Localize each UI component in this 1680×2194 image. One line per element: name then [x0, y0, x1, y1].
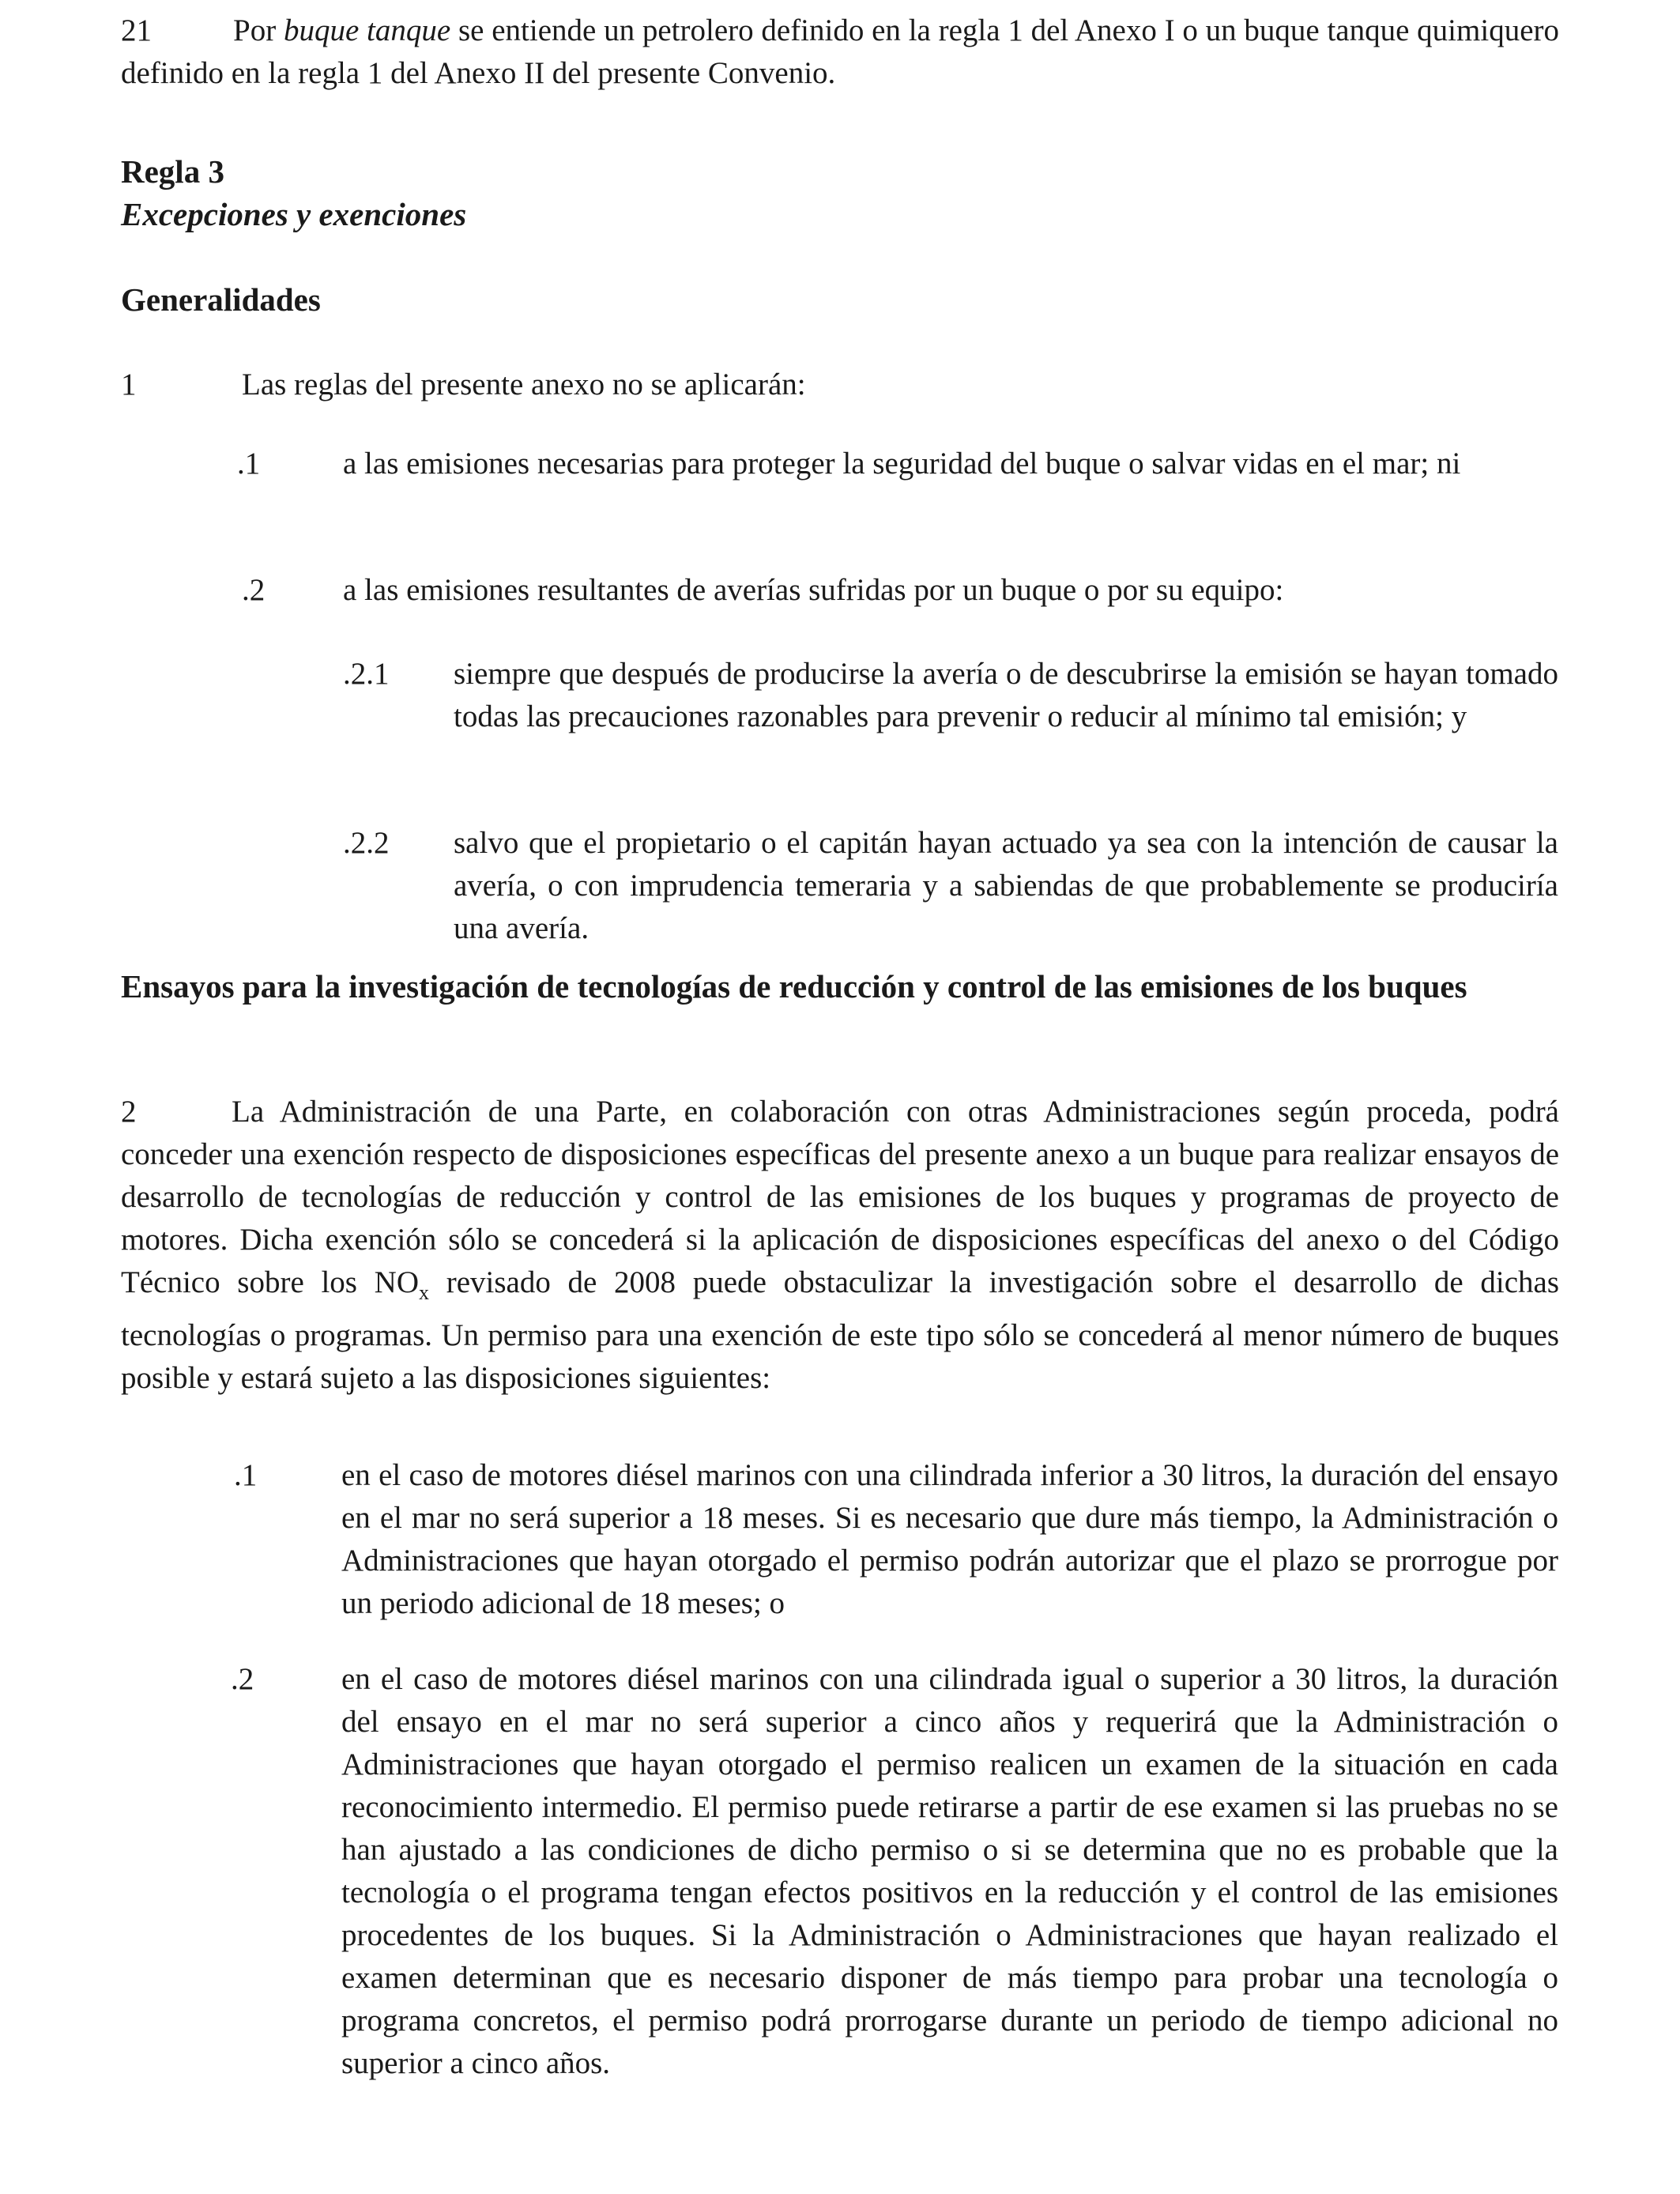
paragraph-1-text: Las reglas del presente anexo no se aplicarán: [242, 368, 806, 401]
paragraph-text-part2: revisado de 2008 puede obstaculizar la investigación sobre el desarrollo de dichas tecnologías o programas. Un permiso para una exención de este tipo sólo se concederá al menor número de buques posible y estará sujeto a las disposiciones siguientes: [121, 1265, 1560, 1395]
subitem-number: .2.1 [343, 657, 390, 691]
paragraph-text-part1: La Administración de una Parte, en colaboración con otras Administraciones según proceda, podrá conceder una exención respecto de disposiciones específicas del presente anexo a un buque para realizar ensayos de desarrollo de tecnologías de reducción y control de las emisiones de los buques y programas de proyecto de motores. Dicha exención sólo se concederá si la aplicación de disposiciones específicas del anexo o del Código Técnico sobre los NO [121, 1095, 1559, 1299]
item-number: .2 [231, 1662, 254, 1696]
rule-title: Regla 3 [121, 153, 224, 190]
paragraph-number: 21 [121, 13, 152, 47]
paragraph-2 [121, 1091, 1559, 1400]
item-number: .1 [234, 1458, 258, 1492]
item-text: en el caso de motores diésel marinos con una cilindrada igual o superior a 30 litros, la duración del ensayo en el mar no será superior a cinco años y requerirá que la Administración o Administraciones que hayan otorgado el permiso realicen un examen de la situación en cada reconocimiento intermedio. El permiso puede retirarse a partir de ese examen si las pruebas no se han ajustado a las condiciones de dicho permiso o si se determina que no es probable que la tecnología o el programa tengan efectos positivos en la reducción y el control de las emisiones procedentes de los buques. Si la Administración o Administraciones que hayan realizado el examen determinan que es necesario disponer de más tiempo para probar una tecnología o programa concretos, el permiso podrá prorrogarse durante un periodo de tiempo adicional no superior a cinco años. [341, 1662, 1558, 2080]
subitem-text: siempre que después de producirse la avería o de descubrirse la emisión se hayan tomado todas las precauciones razonables para prevenir o reducir al mínimo tal emisión; y [454, 657, 1558, 733]
paragraph-number: 1 [121, 368, 137, 401]
item-text: en el caso de motores diésel marinos con una cilindrada inferior a 30 litros, la duración del ensayo en el mar no será superior a 18 meses. Si es necesario que dure más tiempo, la Administración o Administraciones que hayan otorgado el permiso podrán autorizar que el plazo se prorrogue por un periodo adicional de 18 meses; o [341, 1458, 1558, 1620]
paragraph-number: 2 [121, 1095, 137, 1129]
section-heading-ensayos: Ensayos para la investigación de tecnologías de reducción y control de las emisiones de los buques [121, 968, 1467, 1005]
paragraph-text-prefix: Por [233, 13, 284, 47]
paragraph-21 [121, 9, 1559, 95]
item-number: .2 [242, 573, 266, 607]
defined-term: buque tanque [283, 13, 451, 47]
item-text: a las emisiones resultantes de averías sufridas por un buque o por su equipo: [343, 573, 1284, 607]
paragraph-text-suffix: se entiende un petrolero definido en la regla 1 del Anexo I o un buque tanque quimiquero definido en la regla 1 del Anexo II del presente Convenio. [121, 13, 1559, 90]
rule-subtitle: Excepciones y exenciones [121, 196, 467, 232]
subitem-number: .2.2 [343, 826, 390, 860]
item-text: a las emisiones necesarias para proteger la seguridad del buque o salvar vidas en el mar; ni [343, 447, 1461, 481]
subscript-x: x [419, 1280, 430, 1304]
subitem-text: salvo que el propietario o el capitán hayan actuado ya sea con la intención de causar la avería, o con imprudencia temeraria y a sabiendas de que probablemente se produciría una avería. [454, 826, 1558, 945]
item-number: .1 [237, 447, 261, 481]
section-heading-generalidades: Generalidades [121, 281, 321, 318]
